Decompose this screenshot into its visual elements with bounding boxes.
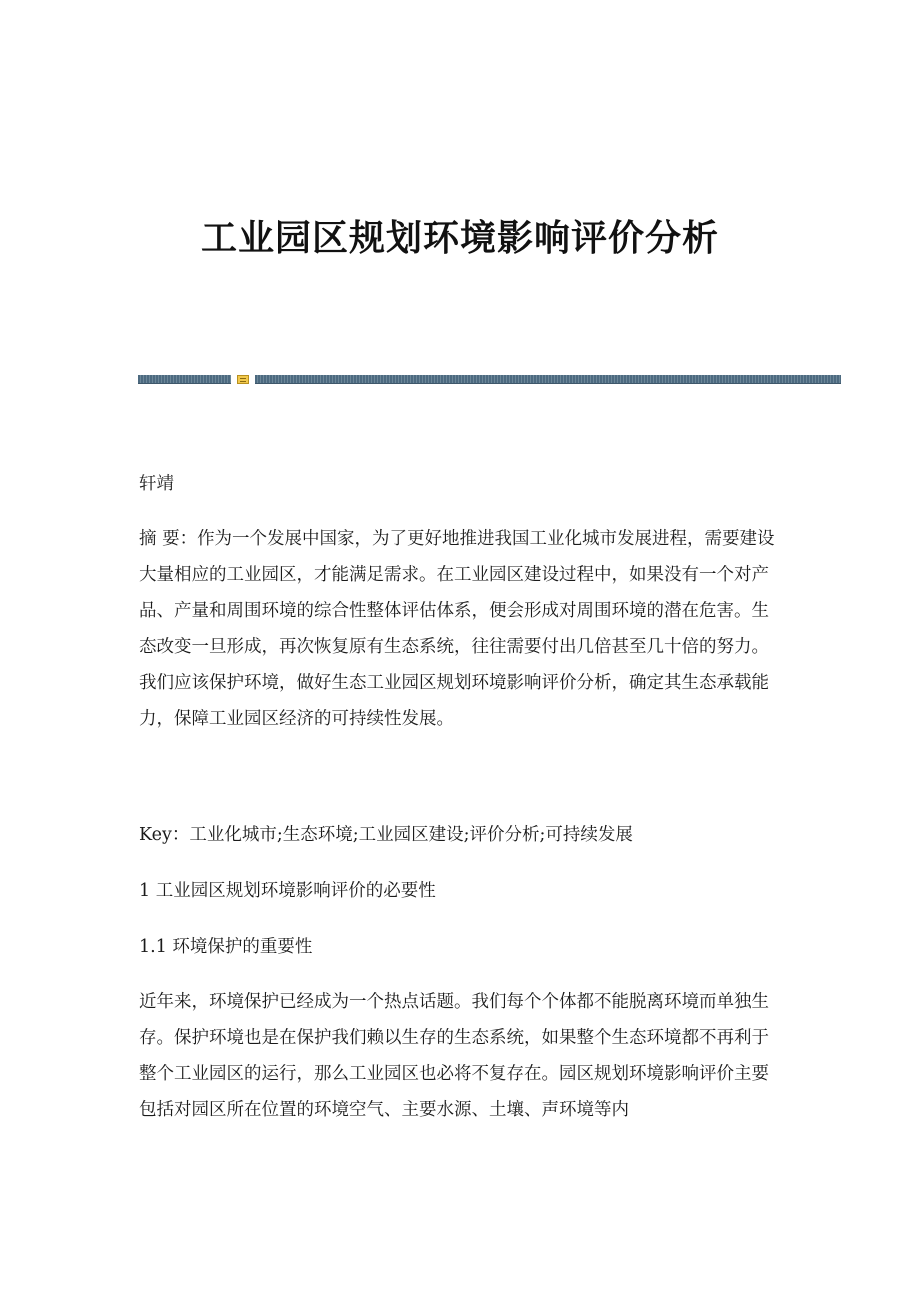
- abstract-paragraph: 摘 要：作为一个发展中国家，为了更好地推进我国工业化城市发展进程，需要建设大量相应的工业园区，才能满足需求。在工业园区建设过程中，如果没有一个对产品、产量和周围环境的综合性整体评估体系，便会形成对周围环境的潜在危害。生态改变一旦形成，再次恢复原有生态系统，往往需要付出几倍甚至几十倍的努力。我们应该保护环境，做好生态工业园区规划环境影响评价分析，确定其生态承载能力，保障工业园区经济的可持续性发展。: [139, 529, 775, 729]
- divider-bar-left: [138, 375, 231, 384]
- section-1-1-heading: 1.1 环境保护的重要性: [139, 937, 313, 957]
- title-divider: [138, 375, 841, 385]
- document-title: 工业园区规划环境影响评价分析: [200, 218, 719, 259]
- keywords-line: Key：工业化城市;生态环境;工业园区建设;评价分析;可持续发展: [139, 825, 633, 845]
- section-1-heading: 1 工业园区规划环境影响评价的必要性: [139, 881, 436, 901]
- divider-bar-right: [255, 375, 841, 384]
- author-name: 轩靖: [139, 474, 174, 494]
- divider-ornament-icon: [237, 375, 249, 384]
- section-1-1-paragraph: 近年来，环境保护已经成为一个热点话题。我们每个个体都不能脱离环境而单独生存。保护环境也是在保护我们赖以生存的生态系统，如果整个生态环境都不再利于整个工业园区的运行，那么工业园区也必将不复存在。园区规划环境影响评价主要包括对园区所在位置的环境空气、主要水源、土壤、声环境等内: [139, 992, 769, 1120]
